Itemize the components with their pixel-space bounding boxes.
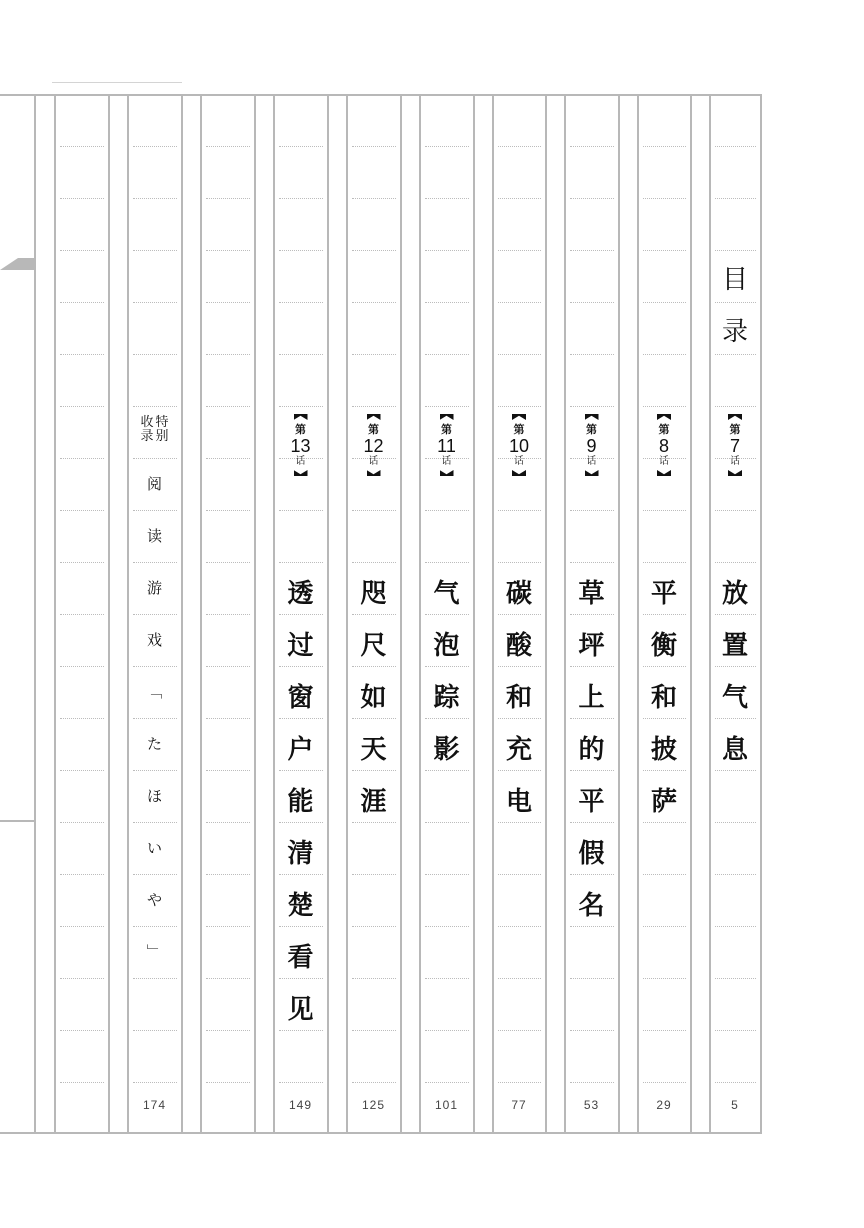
dot-guide: [206, 198, 250, 199]
dot-guide: [60, 614, 104, 615]
rule: [618, 94, 620, 1134]
dot-guide: [570, 406, 614, 407]
dot-guide: [60, 822, 104, 823]
dot-guide: [206, 1030, 250, 1031]
dot-guide: [570, 874, 614, 875]
dot-guide: [425, 1082, 469, 1083]
dot-guide: [425, 718, 469, 719]
page-number: 5: [731, 1098, 739, 1112]
dot-guide: [715, 510, 756, 511]
toc-frame: [0, 94, 762, 1134]
dot-guide: [715, 302, 756, 303]
dot-guide: [279, 874, 323, 875]
dot-guide: [498, 822, 541, 823]
toc-column-special: 特 别 收 录 阅 读 游 戏 ﹁ た ほ い や ﹂ 174: [128, 94, 181, 1134]
dot-guide: [206, 978, 250, 979]
dot-guide: [133, 1030, 177, 1031]
dot-guide: [715, 1082, 756, 1083]
dot-guide: [60, 354, 104, 355]
chapter-title[interactable]: 透 过 窗 户 能 清 楚 看 见: [287, 579, 314, 1025]
dot-guide: [60, 666, 104, 667]
dot-guide: [570, 770, 614, 771]
chapter-title[interactable]: 气 泡 踪 影: [433, 579, 460, 765]
episode-label: 第 12 话: [347, 414, 400, 476]
dot-guide: [133, 562, 177, 563]
dot-guide: [60, 978, 104, 979]
page-number: 101: [434, 1098, 459, 1112]
dot-guide: [425, 302, 469, 303]
dot-guide: [425, 510, 469, 511]
dot-guide: [352, 718, 396, 719]
dot-guide: [498, 406, 541, 407]
dot-guide: [352, 198, 396, 199]
dot-guide: [60, 146, 104, 147]
dot-guide: [715, 718, 756, 719]
rule: [54, 94, 56, 1134]
dot-guide: [133, 822, 177, 823]
dot-guide: [570, 822, 614, 823]
page-number: 77: [511, 1098, 527, 1112]
dot-guide: [715, 874, 756, 875]
dot-guide: [570, 562, 614, 563]
dot-guide: [425, 978, 469, 979]
dot-guide: [206, 354, 250, 355]
dot-guide: [425, 458, 469, 459]
dot-guide: [643, 198, 686, 199]
dot-guide: [352, 1082, 396, 1083]
dot-guide: [352, 978, 396, 979]
chapter-title[interactable]: 草 坪 上 的 平 假 名: [578, 579, 605, 921]
dot-guide: [643, 926, 686, 927]
dot-guide: [570, 354, 614, 355]
dot-guide: [279, 302, 323, 303]
chapter-title[interactable]: 咫 尺 如 天 涯: [360, 579, 387, 817]
dot-guide: [498, 354, 541, 355]
dot-guide: [715, 770, 756, 771]
episode-label: 第 9 话: [565, 414, 618, 476]
dot-guide: [133, 250, 177, 251]
dot-guide: [60, 198, 104, 199]
dot-guide: [498, 874, 541, 875]
dot-guide: [279, 510, 323, 511]
dot-guide: [60, 406, 104, 407]
dot-guide: [715, 146, 756, 147]
dot-guide: [570, 718, 614, 719]
dot-guide: [206, 822, 250, 823]
dot-guide: [425, 926, 469, 927]
dot-guide: [643, 770, 686, 771]
dot-guide: [60, 770, 104, 771]
dot-guide: [715, 926, 756, 927]
dot-guide: [570, 978, 614, 979]
dot-guide: [352, 770, 396, 771]
dot-guide: [643, 874, 686, 875]
dot-guide: [425, 1030, 469, 1031]
dot-guide: [352, 1030, 396, 1031]
dot-guide: [425, 198, 469, 199]
dot-guide: [643, 822, 686, 823]
dot-guide: [570, 614, 614, 615]
dot-guide: [570, 198, 614, 199]
page-number: 174: [142, 1098, 167, 1112]
dot-guide: [133, 718, 177, 719]
page-number: 125: [361, 1098, 386, 1112]
dot-guide: [643, 666, 686, 667]
rule: [181, 94, 183, 1134]
dot-guide: [498, 510, 541, 511]
dot-guide: [352, 510, 396, 511]
dot-guide: [643, 458, 686, 459]
dot-guide: [425, 614, 469, 615]
dot-guide: [206, 770, 250, 771]
rule: [690, 94, 692, 1134]
dot-guide: [643, 510, 686, 511]
chapter-title[interactable]: 平 衡 和 披 萨: [650, 579, 677, 817]
dot-guide: [570, 250, 614, 251]
dot-guide: [643, 562, 686, 563]
episode-label: 第 13 话: [274, 414, 327, 476]
dot-guide: [206, 614, 250, 615]
dot-guide: [60, 510, 104, 511]
dot-guide: [60, 458, 104, 459]
dot-guide: [133, 510, 177, 511]
dot-guide: [133, 198, 177, 199]
dot-guide: [60, 874, 104, 875]
dot-guide: [279, 718, 323, 719]
dot-guide: [498, 614, 541, 615]
dot-guide: [352, 822, 396, 823]
dot-guide: [425, 562, 469, 563]
dot-guide: [133, 302, 177, 303]
dot-guide: [133, 406, 177, 407]
dot-guide: [715, 822, 756, 823]
special-title[interactable]: 阅 读 游 戏 ﹁ た ほ い や ﹂: [146, 475, 162, 961]
dot-guide: [352, 354, 396, 355]
dot-guide: [643, 302, 686, 303]
dot-guide: [133, 978, 177, 979]
dot-guide: [279, 614, 323, 615]
dot-guide: [570, 1030, 614, 1031]
dot-guide: [498, 770, 541, 771]
dot-guide: [60, 302, 104, 303]
dot-guide: [206, 666, 250, 667]
dot-guide: [498, 146, 541, 147]
dot-guide: [498, 1082, 541, 1083]
dot-guide: [206, 874, 250, 875]
dot-guide: [279, 822, 323, 823]
episode-label: 第 11 话: [420, 414, 473, 476]
dot-guide: [498, 1030, 541, 1031]
dot-guide: [60, 250, 104, 251]
dot-guide: [133, 770, 177, 771]
dot-guide: [133, 354, 177, 355]
dot-guide: [133, 874, 177, 875]
dot-guide: [715, 250, 756, 251]
dot-guide: [352, 874, 396, 875]
dot-guide: [643, 250, 686, 251]
page-number: 149: [288, 1098, 313, 1112]
dot-guide: [498, 198, 541, 199]
dot-guide: [498, 718, 541, 719]
dot-guide: [279, 354, 323, 355]
rule: [200, 94, 202, 1134]
dot-guide: [279, 978, 323, 979]
dot-guide: [425, 770, 469, 771]
episode-label: 第 7 话: [710, 414, 760, 476]
dot-guide: [498, 458, 541, 459]
dot-guide: [715, 666, 756, 667]
dot-guide: [715, 614, 756, 615]
dot-guide: [498, 562, 541, 563]
dot-guide: [133, 926, 177, 927]
dot-guide: [206, 458, 250, 459]
dot-guide: [352, 302, 396, 303]
rule: [34, 94, 36, 1134]
rule: [545, 94, 547, 1134]
dot-guide: [352, 666, 396, 667]
rule: [108, 94, 110, 1134]
dot-guide: [279, 406, 323, 407]
rule: [254, 94, 256, 1134]
dot-guide: [570, 666, 614, 667]
page-number: 29: [656, 1098, 672, 1112]
dot-guide: [206, 926, 250, 927]
rule: [400, 94, 402, 1134]
dot-guide: [133, 146, 177, 147]
page-number: 53: [583, 1098, 600, 1112]
dot-guide: [715, 562, 756, 563]
dot-guide: [570, 458, 614, 459]
dot-guide: [279, 1030, 323, 1031]
dot-guide: [352, 250, 396, 251]
dot-guide: [206, 718, 250, 719]
dot-guide: [60, 562, 104, 563]
dot-guide: [60, 718, 104, 719]
dot-guide: [352, 406, 396, 407]
dot-guide: [352, 146, 396, 147]
dot-guide: [133, 614, 177, 615]
dot-guide: [133, 1082, 177, 1083]
dot-guide: [279, 458, 323, 459]
dot-guide: [498, 302, 541, 303]
dot-guide: [279, 146, 323, 147]
dot-guide: [425, 822, 469, 823]
chapter-title[interactable]: 放 置 气 息: [721, 579, 748, 765]
dot-guide: [570, 926, 614, 927]
dot-guide: [643, 406, 686, 407]
dot-guide: [498, 666, 541, 667]
dot-guide: [643, 718, 686, 719]
dot-guide: [715, 1030, 756, 1031]
dot-guide: [279, 562, 323, 563]
rule: [760, 94, 762, 1134]
dot-guide: [206, 562, 250, 563]
dot-guide: [570, 146, 614, 147]
dot-guide: [498, 926, 541, 927]
episode-label: 第 8 话: [638, 414, 690, 476]
dot-guide: [133, 666, 177, 667]
dot-guide: [643, 614, 686, 615]
dot-guide: [643, 978, 686, 979]
dot-guide: [60, 1030, 104, 1031]
dot-guide: [206, 146, 250, 147]
dot-guide: [206, 510, 250, 511]
left-strip-rule: [0, 820, 34, 822]
toc-heading: 目 录: [721, 265, 748, 347]
dot-guide: [643, 146, 686, 147]
dot-guide: [206, 250, 250, 251]
dot-guide: [715, 978, 756, 979]
dot-guide: [352, 926, 396, 927]
dot-guide: [279, 666, 323, 667]
dot-guide: [352, 562, 396, 563]
dot-guide: [425, 874, 469, 875]
dot-guide: [570, 1082, 614, 1083]
dot-guide: [570, 302, 614, 303]
dot-guide: [643, 1082, 686, 1083]
dot-guide: [279, 198, 323, 199]
dot-guide: [498, 250, 541, 251]
dot-guide: [279, 250, 323, 251]
dot-guide: [206, 406, 250, 407]
dot-guide: [352, 458, 396, 459]
dot-guide: [715, 406, 756, 407]
dot-guide: [60, 926, 104, 927]
dot-guide: [425, 250, 469, 251]
dot-guide: [206, 1082, 250, 1083]
dot-guide: [425, 406, 469, 407]
dot-guide: [715, 198, 756, 199]
decorative-top-line: [52, 82, 182, 83]
dot-guide: [715, 354, 756, 355]
chapter-title[interactable]: 碳 酸 和 充 电: [505, 579, 532, 817]
dot-guide: [206, 302, 250, 303]
dot-guide: [352, 614, 396, 615]
dot-guide: [425, 666, 469, 667]
dot-guide: [715, 458, 756, 459]
dot-guide: [279, 926, 323, 927]
episode-label: 第 10 话: [493, 414, 545, 476]
dot-guide: [425, 354, 469, 355]
dot-guide: [425, 146, 469, 147]
dot-guide: [60, 1082, 104, 1083]
dot-guide: [498, 978, 541, 979]
dot-guide: [570, 510, 614, 511]
dot-guide: [279, 770, 323, 771]
rule: [327, 94, 329, 1134]
dot-guide: [643, 1030, 686, 1031]
dot-guide: [643, 354, 686, 355]
dot-guide: [133, 458, 177, 459]
rule: [473, 94, 475, 1134]
dot-guide: [279, 1082, 323, 1083]
